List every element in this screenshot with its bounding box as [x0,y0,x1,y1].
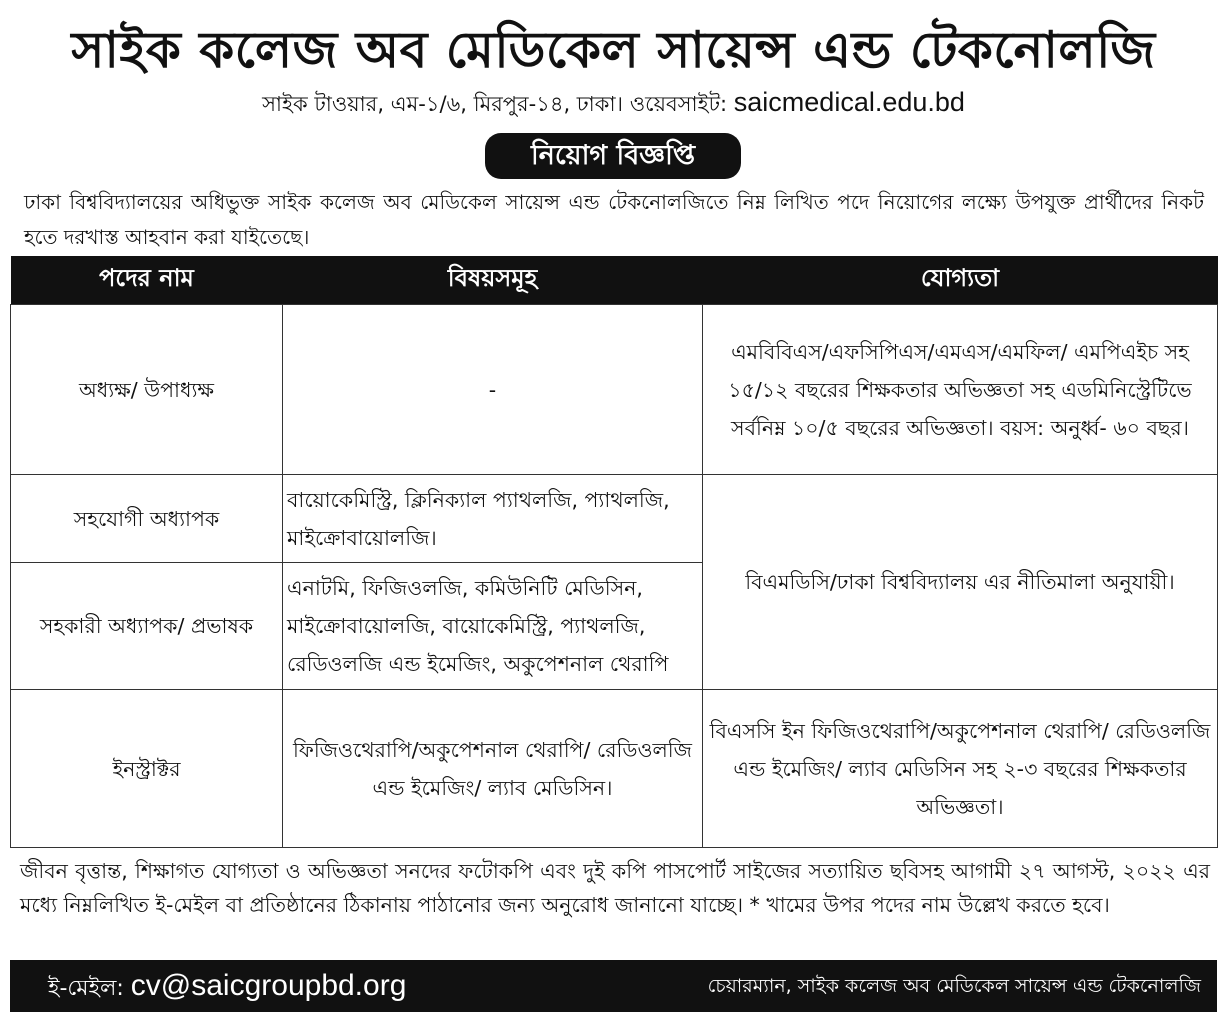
subjects-cell: এনাটমি, ফিজিওলজি, কমিউনিটি মেডিসিন, মাইক্রোবায়োলজি, বায়োকেমিস্ট্রি, প্যাথলজি, রেডিওলজি এন্ড ইমেজিং, অকুপেশনাল থেরাপি [283,563,703,690]
address-line [0,86,1227,120]
qualification-cell: বিএমডিসি/ঢাকা বিশ্ববিদ্যালয় এর নীতিমালা অনুযায়ী। [703,475,1218,690]
header-subjects: বিষয়সমূহ [283,256,703,305]
table-row [11,475,1218,563]
email-block [48,960,406,1015]
email-label: ই-মেইল: [48,976,124,1001]
subjects-cell: - [283,305,703,475]
table-header-row [11,256,1218,305]
post-cell: সহযোগী অধ্যাপক [11,475,283,563]
subjects-cell: ফিজিওথেরাপি/অকুপেশনাল থেরাপি/ রেডিওলজি এন্ড ইমেজিং/ ল্যাব মেডিসিন। [283,690,703,848]
qualification-cell: এমবিবিএস/এফসিপিএস/এমএস/এমফিল/ এমপিএইচ সহ ১৫/১২ বছরের শিক্ষকতার অভিজ্ঞতা সহ এডমিনিস্ট্রেটিভে সর্বনিম্ন ১০/৫ বছরের অভিজ্ঞতা। বয়স: অনুর্ধ্ব- ৬০ বছর। [703,305,1218,475]
email-address[interactable]: cv@saicgroupbd.org [130,969,407,1002]
post-cell: ইনস্ট্রাক্টর [11,690,283,848]
notice-title-badge: নিয়োগ বিজ্ঞপ্তি [485,133,741,179]
table-row [11,305,1218,475]
intro-paragraph: ঢাকা বিশ্ববিদ্যালয়ের অধিভুক্ত সাইক কলেজ অব মেডিকেল সায়েন্স এন্ড টেকনোলজিতে নিম্ন লিখিত পদে নিয়োগের লক্ষ্যে উপযুক্ত প্রার্থীদের নিকট হতে দরখাস্ত আহবান করা যাইতেছে। [24,190,1204,249]
chairman-signature: চেয়ারম্যান, সাইক কলেজ অব মেডিকেল সায়েন্স এন্ড টেকনোলজি [707,975,1201,997]
address-text: সাইক টাওয়ার, এম-১/৬, মিরপুর-১৪, ঢাকা। ওয়েবসাইট: [262,92,728,116]
qualification-cell: বিএসসি ইন ফিজিওথেরাপি/অকুপেশনাল থেরাপি/ রেডিওলজি এন্ড ইমেজিং/ ল্যাব মেডিসিন সহ ২-৩ বছরের শিক্ষকতার অভিজ্ঞতা। [703,690,1218,848]
post-cell: সহকারী অধ্যাপক/ প্রভাষক [11,563,283,690]
subjects-cell: বায়োকেমিস্ট্রি, ক্লিনিক্যাল প্যাথলজি, প্যাথলজি, মাইক্রোবায়োলজি। [283,475,703,563]
positions-table [10,256,1218,848]
table-row [11,690,1218,848]
contact-bar [10,960,1217,1012]
header-qualification: যোগ্যতা [703,256,1218,305]
submission-instructions: জীবন বৃত্তান্ত, শিক্ষাগত যোগ্যতা ও অভিজ্ঞতা সনদের ফটোকপি এবং দুই কপি পাসপোর্ট সাইজের সত্যায়িত ছবিসহ আগামী ২৭ আগস্ট, ২০২২ এর মধ্যে নিম্নলিখিত ই-মেইল বা প্রতিষ্ঠানের ঠিকানায় পাঠানোর জন্য অনুরোধ জানানো যাচ্ছে। * খামের উপর পদের নাম উল্লেখ করতে হবে। [20,859,1210,917]
post-cell: অধ্যক্ষ/ উপাধ্যক্ষ [11,305,283,475]
institution-title: সাইক কলেজ অব মেডিকেল সায়েন্স এন্ড টেকনোলজি [71,21,1156,79]
website-link[interactable]: saicmedical.edu.bd [733,87,965,117]
header-post: পদের নাম [11,256,283,305]
